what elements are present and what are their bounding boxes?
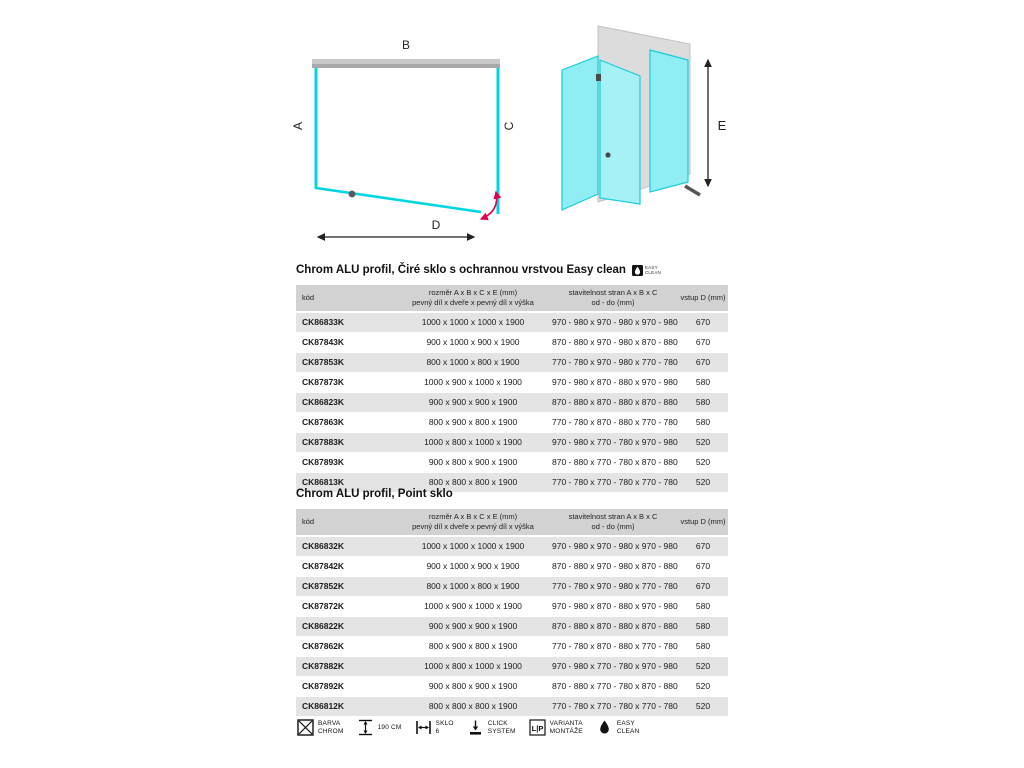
product-code: CK86822K — [296, 616, 398, 636]
feature-label — [617, 720, 640, 736]
dimensions-cell: 900 x 900 x 900 x 1900 — [398, 616, 548, 636]
product-code: CK87872K — [296, 596, 398, 616]
feature-label-line: CLEAN — [616, 727, 640, 735]
table-row — [296, 452, 728, 472]
section-title-easy-clean — [296, 264, 661, 276]
adjustability-cell: 970 - 980 x 970 - 980 x 970 - 980 — [548, 536, 678, 557]
feature-height-190 — [357, 719, 402, 736]
dimension-label-b: B — [401, 38, 411, 52]
product-code: CK86812K — [296, 696, 398, 716]
glass-panel-left — [562, 56, 598, 210]
feature-label — [488, 720, 516, 736]
dimensions-cell: 800 x 1000 x 800 x 1900 — [398, 352, 548, 372]
table-header-row — [296, 509, 728, 536]
entry-width-cell: 580 — [678, 636, 728, 656]
column-header: rozměr A x B x C x E (mm) pevný díl x dveře x pevný díl x výška — [398, 509, 548, 536]
feature-barva-chrom — [297, 719, 344, 736]
product-code: CK87892K — [296, 676, 398, 696]
feature-label — [318, 720, 344, 736]
lp-letters: L|P — [531, 723, 543, 733]
product-code: CK87883K — [296, 432, 398, 452]
height-190-icon — [357, 719, 374, 736]
barva-chrom-icon — [297, 719, 314, 736]
adjustability-cell: 770 - 780 x 970 - 980 x 770 - 780 — [548, 352, 678, 372]
entry-width-cell: 670 — [678, 556, 728, 576]
dimensions-cell: 800 x 900 x 800 x 1900 — [398, 412, 548, 432]
adjustability-cell: 870 - 880 x 770 - 780 x 870 - 880 — [548, 676, 678, 696]
feature-label — [378, 724, 402, 732]
entry-width-cell: 580 — [678, 616, 728, 636]
feature-label-line: SYSTEM — [487, 727, 516, 735]
entry-width-cell: 580 — [678, 392, 728, 412]
easy-clean-drop-icon — [632, 265, 643, 276]
table-row — [296, 432, 728, 452]
glass-thickness-icon — [415, 719, 432, 736]
section-title-text: Chrom ALU profil, Čiré sklo s ochrannou vrstvou Easy clean — [296, 264, 626, 276]
column-header: vstup D (mm) — [678, 285, 728, 312]
dimensions-cell: 900 x 800 x 900 x 1900 — [398, 452, 548, 472]
table-row — [296, 352, 728, 372]
adjustability-cell: 970 - 980 x 770 - 780 x 970 - 980 — [548, 656, 678, 676]
dimension-label-c: C — [502, 121, 516, 131]
product-code: CK87873K — [296, 372, 398, 392]
adjustability-cell: 770 - 780 x 770 - 780 x 770 - 780 — [548, 472, 678, 492]
door-hinge — [596, 74, 601, 81]
adjustability-cell: 870 - 880 x 770 - 780 x 870 - 880 — [548, 452, 678, 472]
table-row — [296, 372, 728, 392]
table-row — [296, 696, 728, 716]
column-header: kód — [296, 509, 398, 536]
table-header-row — [296, 285, 728, 312]
section-title-point-sklo — [296, 488, 453, 500]
feature-mount-variant — [529, 719, 583, 736]
wall-profile-bottom — [312, 64, 500, 68]
badge-line: CLEAN — [644, 270, 661, 275]
dimensions-cell: 1000 x 800 x 1000 x 1900 — [398, 656, 548, 676]
entry-width-cell: 670 — [678, 352, 728, 372]
dimensions-cell: 1000 x 900 x 1000 x 1900 — [398, 596, 548, 616]
dimension-label-d: D — [431, 218, 441, 232]
feature-click-system — [467, 719, 516, 736]
dimensions-cell: 800 x 800 x 800 x 1900 — [398, 696, 548, 716]
feature-label-line: VARIANTA — [549, 719, 583, 727]
product-code: CK87852K — [296, 576, 398, 596]
adjustability-cell: 870 - 880 x 970 - 980 x 870 - 880 — [548, 332, 678, 352]
feature-label — [436, 720, 454, 736]
adjustability-cell: 970 - 980 x 970 - 980 x 970 - 980 — [548, 312, 678, 333]
dimension-label-a: A — [291, 121, 305, 131]
product-code: CK87882K — [296, 656, 398, 676]
table-row — [296, 312, 728, 333]
plan-view-diagram — [285, 33, 525, 251]
product-table-easy-clean — [296, 285, 728, 493]
adjustability-cell: 770 - 780 x 770 - 780 x 770 - 780 — [548, 696, 678, 716]
adjustability-cell: 870 - 880 x 870 - 880 x 870 - 880 — [548, 616, 678, 636]
feature-label — [550, 720, 583, 736]
adjustability-cell: 870 - 880 x 870 - 880 x 870 - 880 — [548, 392, 678, 412]
table-row — [296, 536, 728, 557]
entry-width-cell: 520 — [678, 676, 728, 696]
table-row — [296, 576, 728, 596]
column-header: kód — [296, 285, 398, 312]
table-row — [296, 676, 728, 696]
feature-label-line: SKLO — [435, 719, 454, 727]
adjustability-cell: 770 - 780 x 870 - 880 x 770 - 780 — [548, 412, 678, 432]
dimensions-cell: 900 x 800 x 900 x 1900 — [398, 676, 548, 696]
table-row — [296, 656, 728, 676]
product-code: CK87893K — [296, 452, 398, 472]
dimensions-cell: 1000 x 1000 x 1000 x 1900 — [398, 536, 548, 557]
entry-width-cell: 520 — [678, 432, 728, 452]
click-system-icon — [467, 719, 484, 736]
entry-width-cell: 580 — [678, 596, 728, 616]
floor-rail — [685, 186, 700, 195]
product-code: CK87863K — [296, 412, 398, 432]
door-handle-knob — [605, 152, 610, 157]
adjustability-cell: 970 - 980 x 870 - 880 x 970 - 980 — [548, 596, 678, 616]
entry-width-cell: 580 — [678, 412, 728, 432]
column-header: stavitelnost stran A x B x C od - do (mm) — [548, 285, 678, 312]
entry-width-cell: 520 — [678, 656, 728, 676]
dimensions-cell: 800 x 1000 x 800 x 1900 — [398, 576, 548, 596]
feature-label-line: 190 CM — [377, 723, 402, 731]
entry-width-cell: 520 — [678, 472, 728, 492]
dimensions-cell: 1000 x 800 x 1000 x 1900 — [398, 432, 548, 452]
dimensions-cell: 1000 x 900 x 1000 x 1900 — [398, 372, 548, 392]
feature-label-line: MONTÁŽE — [549, 727, 583, 735]
dimensions-cell: 900 x 1000 x 900 x 1900 — [398, 556, 548, 576]
table-row — [296, 556, 728, 576]
adjustability-cell: 970 - 980 x 770 - 780 x 970 - 980 — [548, 432, 678, 452]
badge-line: EASY — [644, 264, 658, 270]
dimensions-cell: 1000 x 1000 x 1000 x 1900 — [398, 312, 548, 333]
product-code: CK86823K — [296, 392, 398, 412]
column-header: vstup D (mm) — [678, 509, 728, 536]
table-row — [296, 332, 728, 352]
adjustability-cell: 770 - 780 x 970 - 980 x 770 - 780 — [548, 576, 678, 596]
iso-view-diagram — [550, 18, 740, 226]
table-row — [296, 412, 728, 432]
door-panel-open — [316, 188, 481, 212]
adjustability-cell: 870 - 880 x 970 - 980 x 870 - 880 — [548, 556, 678, 576]
column-header: rozměr A x B x C x E (mm) pevný díl x dveře x pevný díl x výška — [398, 285, 548, 312]
feature-glass-thickness — [415, 719, 454, 736]
dimensions-cell: 800 x 800 x 800 x 1900 — [398, 472, 548, 492]
mount-variant-icon — [529, 719, 546, 736]
entry-width-cell: 670 — [678, 536, 728, 557]
entry-width-cell: 670 — [678, 332, 728, 352]
adjustability-cell: 770 - 780 x 870 - 880 x 770 - 780 — [548, 636, 678, 656]
entry-width-cell: 670 — [678, 576, 728, 596]
adjustability-cell: 970 - 980 x 870 - 880 x 970 - 980 — [548, 372, 678, 392]
dimensions-cell: 800 x 900 x 800 x 1900 — [398, 636, 548, 656]
feature-label-line: CLICK — [487, 719, 508, 727]
product-code: CK87843K — [296, 332, 398, 352]
feature-easy-clean — [596, 719, 640, 736]
column-header: stavitelnost stran A x B x C od - do (mm) — [548, 509, 678, 536]
feature-label-line: CHROM — [318, 727, 344, 735]
feature-icons-row — [297, 719, 640, 736]
wall-profile-top — [312, 59, 500, 64]
product-code: CK87842K — [296, 556, 398, 576]
product-code: CK87862K — [296, 636, 398, 656]
easy-clean-badge-label — [645, 265, 661, 276]
product-code: CK86833K — [296, 312, 398, 333]
feature-label-line: EASY — [616, 719, 635, 727]
product-code: CK86813K — [296, 472, 398, 492]
section-title-text: Chrom ALU profil, Point sklo — [296, 488, 453, 500]
entry-width-cell: 670 — [678, 312, 728, 333]
feature-label-line: BARVA — [318, 719, 341, 727]
dimensions-cell: 900 x 900 x 900 x 1900 — [398, 392, 548, 412]
entry-width-cell: 580 — [678, 372, 728, 392]
product-table-point-sklo — [296, 509, 728, 717]
feature-label-line: 6 — [435, 727, 440, 735]
door-swing-arrow — [481, 192, 497, 219]
easy-clean-icon — [596, 719, 613, 736]
dimensions-cell: 900 x 1000 x 900 x 1900 — [398, 332, 548, 352]
table-row — [296, 596, 728, 616]
dimension-label-e: E — [717, 118, 727, 133]
glass-door-panel — [600, 60, 640, 204]
door-hinge-dot — [349, 191, 356, 198]
glass-panel-right — [650, 50, 688, 192]
easy-clean-badge — [632, 265, 661, 276]
table-row — [296, 636, 728, 656]
table-row — [296, 392, 728, 412]
table-row — [296, 616, 728, 636]
entry-width-cell: 520 — [678, 452, 728, 472]
product-code: CK87853K — [296, 352, 398, 372]
product-code: CK86832K — [296, 536, 398, 557]
entry-width-cell: 520 — [678, 696, 728, 716]
